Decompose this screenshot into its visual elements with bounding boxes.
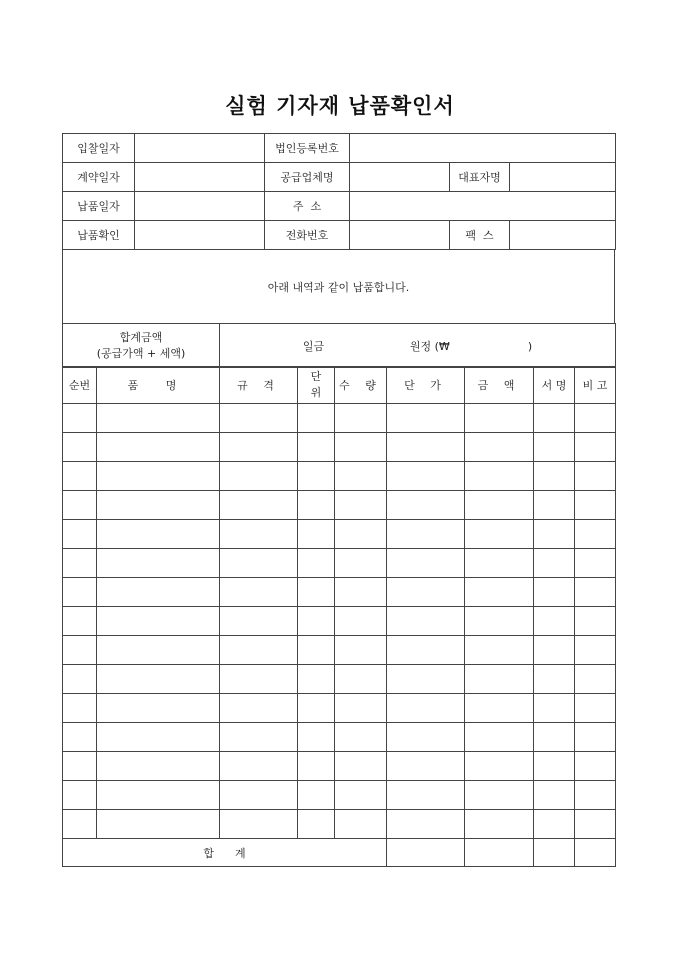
item-note-cell[interactable] [575,752,616,781]
table-row [63,752,616,781]
table-row [63,694,616,723]
item-unit-cell[interactable] [298,578,335,607]
table-row [63,781,616,810]
item-name-cell[interactable] [97,607,220,636]
item-spec-cell[interactable] [220,752,298,781]
delivery-confirm-field[interactable] [135,221,265,250]
item-price-cell[interactable] [387,433,465,462]
item-unit-cell[interactable] [298,636,335,665]
item-no-cell[interactable] [63,665,97,694]
delivery-confirm-label: 납품확인 [63,221,135,250]
item-unit-cell[interactable] [298,694,335,723]
table-row [63,462,616,491]
item-qty-cell[interactable] [335,578,387,607]
item-name-cell[interactable] [97,810,220,839]
item-qty-cell[interactable] [335,607,387,636]
item-name-cell[interactable] [97,491,220,520]
item-amount-cell[interactable] [465,752,534,781]
address-field[interactable] [350,192,616,221]
item-sign-cell[interactable] [534,491,575,520]
item-note-cell[interactable] [575,810,616,839]
total-amount-field[interactable] [220,324,616,368]
item-spec-cell[interactable] [220,462,298,491]
item-name-cell[interactable] [97,520,220,549]
sum-price-cell[interactable] [387,839,465,867]
item-spec-cell[interactable] [220,636,298,665]
item-amount-cell[interactable] [465,549,534,578]
item-note-cell[interactable] [575,694,616,723]
item-spec-cell[interactable] [220,404,298,433]
table-row [63,636,616,665]
info-row [63,221,616,250]
item-name-cell[interactable] [97,462,220,491]
item-no-cell[interactable] [63,462,97,491]
item-no-cell[interactable] [63,404,97,433]
bid-date-field[interactable] [135,134,265,163]
item-price-cell[interactable] [387,404,465,433]
item-spec-cell[interactable] [220,781,298,810]
item-qty-cell[interactable] [335,781,387,810]
item-sign-cell[interactable] [534,607,575,636]
bid-date-label: 입찰일자 [63,134,135,163]
phone-field[interactable] [350,221,450,250]
item-name-cell[interactable] [97,578,220,607]
item-no-cell[interactable] [63,607,97,636]
item-spec-cell[interactable] [220,578,298,607]
total-amount-table [62,323,616,368]
total-amount-label [63,324,220,368]
sum-sign-cell[interactable] [534,839,575,867]
item-qty-cell[interactable] [335,810,387,839]
item-no-cell[interactable] [63,781,97,810]
item-spec-cell[interactable] [220,723,298,752]
item-note-cell[interactable] [575,404,616,433]
col-qty-header: 수 량 [335,367,387,404]
item-name-cell[interactable] [97,404,220,433]
table-row [63,810,616,839]
item-spec-cell[interactable] [220,433,298,462]
item-unit-cell[interactable] [298,491,335,520]
item-note-cell[interactable] [575,636,616,665]
supplier-name-label: 공급업체명 [265,163,350,192]
sum-label: 합 계 [63,839,387,867]
item-qty-cell[interactable] [335,665,387,694]
delivery-date-field[interactable] [135,192,265,221]
col-no-header: 순번 [63,367,97,404]
item-no-cell[interactable] [63,752,97,781]
table-row [63,578,616,607]
contract-date-label: 계약일자 [63,163,135,192]
item-sign-cell[interactable] [534,462,575,491]
item-unit-cell[interactable] [298,752,335,781]
item-note-cell[interactable] [575,607,616,636]
item-price-cell[interactable] [387,636,465,665]
item-qty-cell[interactable] [335,752,387,781]
item-qty-cell[interactable] [335,723,387,752]
item-unit-cell[interactable] [298,404,335,433]
sum-note-cell[interactable] [575,839,616,867]
item-spec-cell[interactable] [220,491,298,520]
item-amount-cell[interactable] [465,723,534,752]
col-amount-header: 금 액 [465,367,534,404]
item-amount-cell[interactable] [465,520,534,549]
item-unit-cell[interactable] [298,665,335,694]
item-name-cell[interactable] [97,694,220,723]
table-row [63,520,616,549]
item-amount-cell[interactable] [465,810,534,839]
item-qty-cell[interactable] [335,462,387,491]
item-name-cell[interactable] [97,665,220,694]
contract-date-field[interactable] [135,163,265,192]
item-price-cell[interactable] [387,723,465,752]
item-price-cell[interactable] [387,781,465,810]
item-unit-cell[interactable] [298,520,335,549]
item-no-cell[interactable] [63,491,97,520]
table-row [63,665,616,694]
item-no-cell[interactable] [63,810,97,839]
item-note-cell[interactable] [575,578,616,607]
item-spec-cell[interactable] [220,520,298,549]
item-unit-cell[interactable] [298,781,335,810]
item-sign-cell[interactable] [534,578,575,607]
fax-field[interactable] [510,221,616,250]
item-note-cell[interactable] [575,781,616,810]
item-no-cell[interactable] [63,723,97,752]
item-amount-cell[interactable] [465,636,534,665]
item-sign-cell[interactable] [534,404,575,433]
items-table [62,366,616,867]
items-header-row [63,367,616,404]
item-sign-cell[interactable] [534,723,575,752]
supplier-name-field[interactable] [350,163,450,192]
phone-label: 전화번호 [265,221,350,250]
item-price-cell[interactable] [387,491,465,520]
item-sign-cell[interactable] [534,636,575,665]
item-qty-cell[interactable] [335,549,387,578]
item-sign-cell[interactable] [534,752,575,781]
wonjeong-text: 원정 (₩ ) [409,339,533,353]
info-row [63,163,616,192]
delivery-date-label: 납품일자 [63,192,135,221]
item-qty-cell[interactable] [335,404,387,433]
item-name-cell[interactable] [97,752,220,781]
item-name-cell[interactable] [97,636,220,665]
col-name-header: 품 명 [97,367,220,404]
item-note-cell[interactable] [575,462,616,491]
item-price-cell[interactable] [387,607,465,636]
col-unit-header-line1: 단 [310,370,322,383]
item-price-cell[interactable] [387,665,465,694]
item-amount-cell[interactable] [465,665,534,694]
item-name-cell[interactable] [97,781,220,810]
table-row [63,723,616,752]
item-qty-cell[interactable] [335,433,387,462]
items-sum-row [63,839,616,867]
item-sign-cell[interactable] [534,781,575,810]
col-spec-header: 규 격 [220,367,298,404]
document-title: 실험 기자재 납품확인서 [225,94,455,118]
notice-table [62,249,615,324]
item-unit-cell[interactable] [298,549,335,578]
item-no-cell[interactable] [63,694,97,723]
item-unit-cell[interactable] [298,462,335,491]
item-no-cell[interactable] [63,433,97,462]
item-qty-cell[interactable] [335,636,387,665]
corp-reg-no-label: 법인등록번호 [265,134,350,163]
item-no-cell[interactable] [63,636,97,665]
item-no-cell[interactable] [63,578,97,607]
item-price-cell[interactable] [387,520,465,549]
item-price-cell[interactable] [387,462,465,491]
items-body [63,404,616,839]
item-qty-cell[interactable] [335,491,387,520]
item-name-cell[interactable] [97,549,220,578]
item-qty-cell[interactable] [335,520,387,549]
item-sign-cell[interactable] [534,665,575,694]
info-table [62,133,616,250]
item-no-cell[interactable] [63,549,97,578]
table-row [63,549,616,578]
item-sign-cell[interactable] [534,810,575,839]
item-amount-cell[interactable] [465,694,534,723]
item-spec-cell[interactable] [220,549,298,578]
item-sign-cell[interactable] [534,433,575,462]
item-spec-cell[interactable] [220,694,298,723]
item-amount-cell[interactable] [465,462,534,491]
ceo-name-label: 대표자명 [450,163,510,192]
item-spec-cell[interactable] [220,607,298,636]
item-unit-cell[interactable] [298,607,335,636]
table-row [63,607,616,636]
item-unit-cell[interactable] [298,810,335,839]
item-name-cell[interactable] [97,433,220,462]
table-row [63,491,616,520]
item-note-cell[interactable] [575,433,616,462]
item-sign-cell[interactable] [534,694,575,723]
item-spec-cell[interactable] [220,665,298,694]
info-row [63,134,616,163]
item-qty-cell[interactable] [335,694,387,723]
ilgeum-text: 일금 [302,339,325,353]
total-amount-label-line1: 합계금액 [119,330,163,344]
item-amount-cell[interactable] [465,491,534,520]
item-note-cell[interactable] [575,665,616,694]
item-amount-cell[interactable] [465,578,534,607]
item-note-cell[interactable] [575,520,616,549]
notice-text: 아래 내역과 같이 납품합니다. [63,250,615,324]
corp-reg-no-field[interactable] [350,134,616,163]
fax-label: 팩 스 [450,221,510,250]
table-row [63,433,616,462]
col-note-header: 비 고 [575,367,616,404]
item-unit-cell[interactable] [298,433,335,462]
col-sign-header: 서 명 [534,367,575,404]
info-row [63,192,616,221]
item-amount-cell[interactable] [465,433,534,462]
total-amount-label-line2: (공급가액 + 세액) [96,346,186,360]
item-price-cell[interactable] [387,694,465,723]
item-amount-cell[interactable] [465,607,534,636]
item-note-cell[interactable] [575,491,616,520]
item-sign-cell[interactable] [534,520,575,549]
sum-amount-cell[interactable] [465,839,534,867]
ceo-name-field[interactable] [510,163,616,192]
item-unit-cell[interactable] [298,723,335,752]
item-price-cell[interactable] [387,810,465,839]
item-price-cell[interactable] [387,578,465,607]
item-no-cell[interactable] [63,520,97,549]
item-amount-cell[interactable] [465,404,534,433]
col-price-header: 단 가 [387,367,465,404]
address-label: 주 소 [265,192,350,221]
item-amount-cell[interactable] [465,781,534,810]
col-unit-header-line2: 위 [310,386,322,399]
item-note-cell[interactable] [575,723,616,752]
item-name-cell[interactable] [97,723,220,752]
item-price-cell[interactable] [387,549,465,578]
item-price-cell[interactable] [387,752,465,781]
item-spec-cell[interactable] [220,810,298,839]
item-note-cell[interactable] [575,549,616,578]
col-unit-header [298,367,335,404]
item-sign-cell[interactable] [534,549,575,578]
table-row [63,404,616,433]
